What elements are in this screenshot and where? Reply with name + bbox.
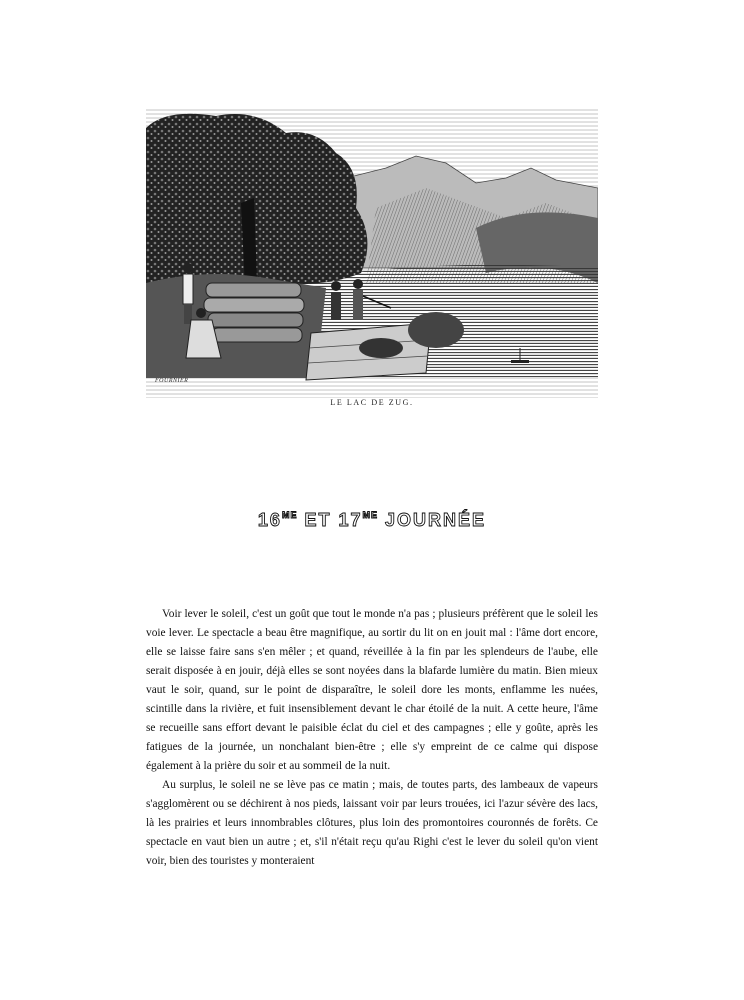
chapter-connector: ET: [304, 510, 332, 530]
lake-engraving-illustration: [146, 108, 598, 398]
cattle-in-water: [408, 312, 464, 348]
illustration-caption: LE LAC DE ZUG.: [330, 398, 414, 407]
animal-on-raft: [359, 338, 403, 358]
body-text: [146, 605, 598, 871]
engraver-signature: FOURNIER: [155, 378, 189, 384]
chapter-word: JOURNÉE: [385, 510, 487, 530]
chapter-sup-2: ME: [362, 510, 379, 520]
chapter-title: [0, 510, 744, 531]
paragraph: Au surplus, le soleil ne se lève pas ce matin ; mais, de toutes parts, des lambeaux de vapeurs s'agglomèrent ou se déchirent à nos pieds, laissant voir par leurs trouées, ici l'azur sévère des lacs, là les prairies et leurs innombrables clôtures, plus loin des promontoires couronnés de forêts. Ce spectacle en vaut bien un autre ; et, s'il n'était reçu qu'au Righi c'est le lever du soleil qu'on vient voir, bien des touristes y monteraient: [146, 779, 598, 867]
chapter-number-1: 16: [257, 510, 282, 530]
stacked-rocks: [204, 283, 304, 342]
chapter-number-2: 17: [338, 510, 363, 530]
chapter-sup-1: ME: [281, 510, 298, 520]
paragraph: Voir lever le soleil, c'est un goût que tout le monde n'a pas ; plusieurs préfèrent que le soleil les voie lever. Le spectacle a beau être magnifique, au sortir du lit on en jouit mal : l'âme dort encore, elle se laisse faire sans s'en mêler ; et quand, réveillée à la fin par les splendeurs de l'aube, elle serait disposée à en jouir, déjà elles se sont noyées dans la blafarde lumière du matin. Bien mieux vaut le soir, quand, sur le point de disparaître, le soleil dore les monts, enflamme les nuées, scintille dans la rivière, et fuit insensiblement devant le char étoilé de la nuit. A cette heure, l'âme se recueille sans effort devant le paisible éclat du ciel et des campagnes ; elle y goûte, après les fatigues de la journée, un nonchalant bien-être ; elle s'y empreint de ce calme qui dispose également à la prière du soir et au sommeil de la nuit.: [146, 608, 598, 772]
